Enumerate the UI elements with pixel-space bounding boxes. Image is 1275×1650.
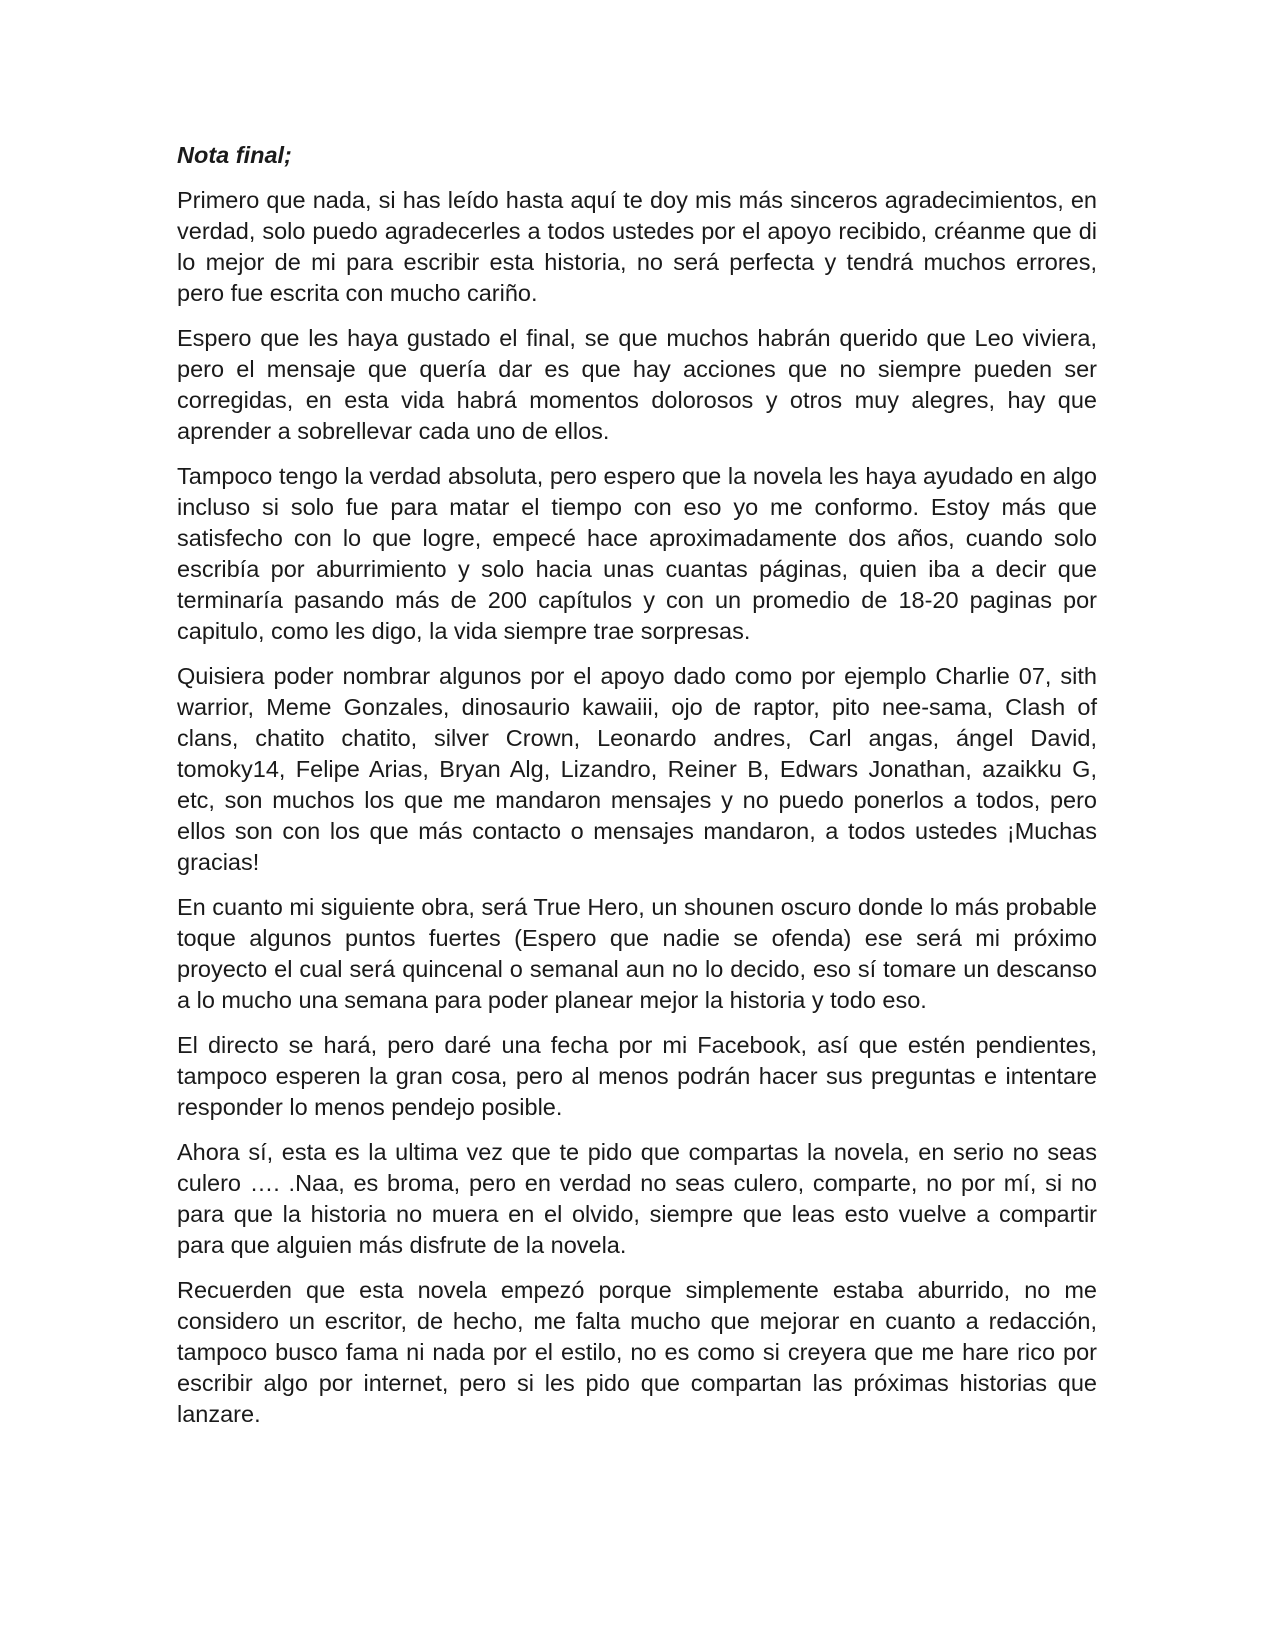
paragraph-share-request: Ahora sí, esta es la ultima vez que te pido que compartas la novela, en serio no seas culero …. .Naa, es broma, pero en verdad no seas culero, comparte, no por mí, si no para que la historia no muera en el olvido, siempre que leas esto vuelve a compartir para que alguien más disfrute de la novela. [177,1139,1097,1258]
document-heading: Nota final; [177,142,292,168]
paragraph-closing: Recuerden que esta novela empezó porque simplemente estaba aburrido, no me considero un escritor, de hecho, me falta mucho que mejorar en cuanto a redacción, tampoco busco fama ni nada por el estilo, no es como si creyera que me hare rico por escribir algo por internet, pero si les pido que compartan las próximas historias que lanzare. [177,1277,1097,1427]
paragraph-ending: Espero que les haya gustado el final, se que muchos habrán querido que Leo viviera, pero el mensaje que quería dar es que hay acciones que no siempre pueden ser corregidas, en esta vida habrá momentos dolorosos y otros muy alegres, hay que aprender a sobrellevar cada uno de ellos. [177,325,1097,444]
document-page [177,140,1097,1444]
paragraph-truth: Tampoco tengo la verdad absoluta, pero espero que la novela les haya ayudado en algo incluso si solo fue para matar el tiempo con eso yo me conformo. Estoy más que satisfecho con lo que logre, empecé hace aproximadamente dos años, cuando solo escribía por aburrimiento y solo hacia unas cuantas páginas, quien iba a decir que terminaría pasando más de 200 capítulos y con un promedio de 18-20 paginas por capitulo, como les digo, la vida siempre trae sorpresas. [177,463,1097,644]
paragraph-supporters: Quisiera poder nombrar algunos por el apoyo dado como por ejemplo Charlie 07, sith warrior, Meme Gonzales, dinosaurio kawaiii, ojo de raptor, pito nee-sama, Clash of clans, chatito chatito, silver Crown, Leonardo andres, Carl angas, ángel David, tomoky14, Felipe Arias, Bryan Alg, Lizandro, Reiner B, Edwars Jonathan, azaikku G, etc, son muchos los que me mandaron mensajes y no puedo ponerlos a todos, pero ellos son con los que más contacto o mensajes mandaron, a todos ustedes ¡Muchas gracias! [177,663,1097,875]
paragraph-thanks: Primero que nada, si has leído hasta aquí te doy mis más sinceros agradecimientos, en verdad, solo puedo agradecerles a todos ustedes por el apoyo recibido, créanme que di lo mejor de mi para escribir esta historia, no será perfecta y tendrá muchos errores, pero fue escrita con mucho cariño. [177,187,1097,306]
paragraph-next-work: En cuanto mi siguiente obra, será True Hero, un shounen oscuro donde lo más probable toque algunos puntos fuertes (Espero que nadie se ofenda) ese será mi próximo proyecto el cual será quincenal o semanal aun no lo decido, eso sí tomare un descanso a lo mucho una semana para poder planear mejor la historia y todo eso. [177,894,1097,1013]
paragraph-live-stream: El directo se hará, pero daré una fecha por mi Facebook, así que estén pendientes, tampoco esperen la gran cosa, pero al menos podrán hacer sus preguntas e intentare responder lo menos pendejo posible. [177,1032,1097,1120]
